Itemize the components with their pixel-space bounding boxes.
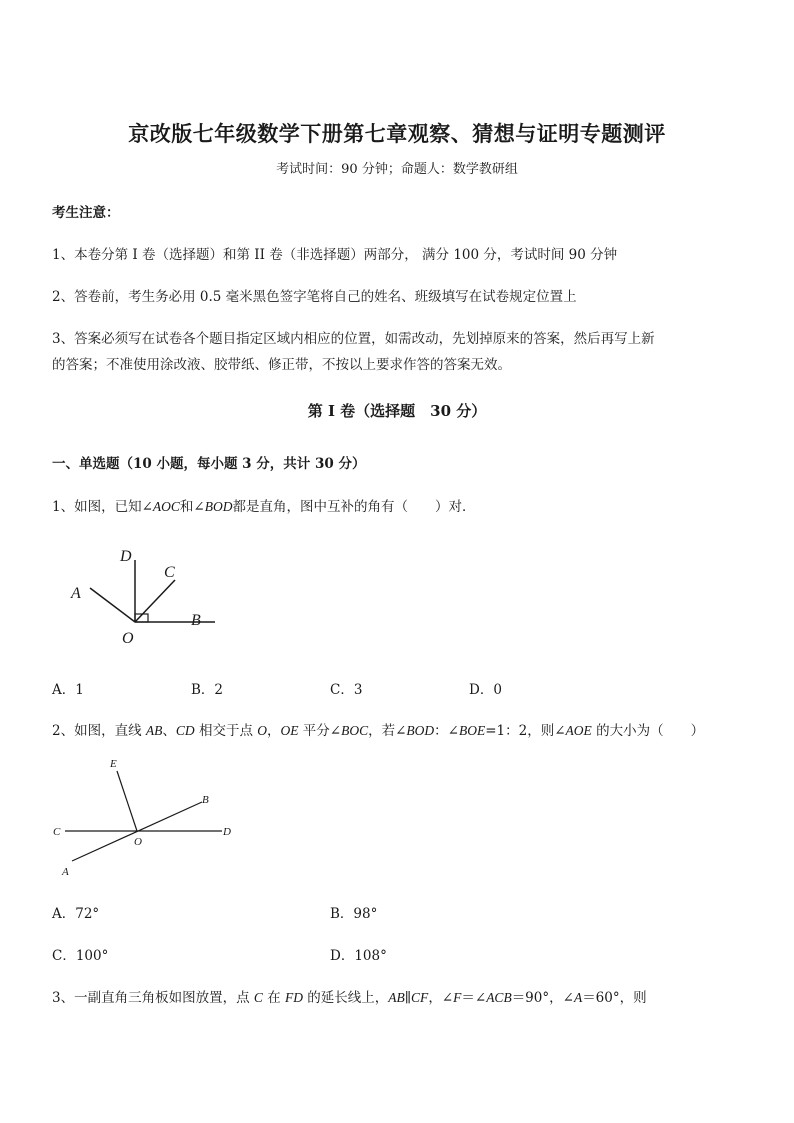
label-c: C bbox=[53, 826, 61, 838]
label-e: E bbox=[110, 758, 117, 770]
q2-option-a[interactable]: A．72° bbox=[52, 906, 100, 922]
ray-oc bbox=[135, 580, 175, 622]
section-title: 第 I 卷（选择题 30 分） bbox=[307, 402, 487, 420]
q2-option-b[interactable]: B．98° bbox=[330, 906, 378, 922]
label-o: O bbox=[122, 630, 134, 647]
question-2-figure bbox=[50, 755, 240, 880]
exam-title: 京改版七年级数学下册第七章观察、猜想与证明专题测评 bbox=[128, 121, 666, 146]
exam-subtitle: 考试时间：90 分钟；命题人：数学教研组 bbox=[276, 162, 518, 177]
label-d: D bbox=[120, 548, 132, 565]
label-a: A bbox=[62, 866, 69, 878]
q2-option-c[interactable]: C．100° bbox=[52, 948, 109, 964]
q1-option-c[interactable]: C．3 bbox=[330, 682, 363, 698]
label-a: A bbox=[71, 585, 81, 602]
question-1-text: 1、如图，已知∠AOC和∠BOD都是直角，图中互补的角有（ ）对． bbox=[52, 499, 476, 515]
q1-option-a[interactable]: A．1 bbox=[52, 682, 84, 698]
label-b: B bbox=[191, 612, 201, 629]
notice-item-1: 1、本卷分第 I 卷（选择题）和第 II 卷（非选择题）两部分， 满分 100 分，考试时间 90 分钟 bbox=[52, 247, 618, 263]
label-b: B bbox=[202, 794, 209, 806]
label-c: C bbox=[164, 564, 175, 581]
q1-option-d[interactable]: D．0 bbox=[469, 682, 502, 698]
question-2-text: 2、如图，直线 AB、CD 相交于点 O，OE 平分∠BOC，若∠BOD：∠BOE=1：2，则∠AOE 的大小为（ ） bbox=[52, 723, 705, 739]
ray-oa bbox=[90, 588, 135, 622]
q1-option-b[interactable]: B．2 bbox=[191, 682, 224, 698]
q2-option-d[interactable]: D．108° bbox=[330, 948, 387, 964]
notice-heading: 考生注意： bbox=[52, 205, 120, 221]
question-3-text: 3、一副直角三角板如图放置，点 C 在 FD 的延长线上，AB∥CF，∠F＝∠ACB＝90°，∠A＝60°，则 bbox=[52, 990, 647, 1006]
label-d: D bbox=[223, 826, 231, 838]
part-title: 一、单选题（10 小题，每小题 3 分，共计 30 分） bbox=[52, 456, 366, 472]
notice-item-3-line-2: 的答案；不准使用涂改液、胶带纸、修正带，不按以上要求作答的答案无效。 bbox=[52, 357, 511, 373]
ray-oe bbox=[117, 771, 137, 831]
question-1-figure bbox=[60, 540, 230, 650]
notice-item-2: 2、答卷前，考生务必用 0.5 毫米黑色签字笔将自己的姓名、班级填写在试卷规定位置上 bbox=[52, 289, 577, 305]
label-o: O bbox=[134, 836, 142, 848]
notice-item-3-line-1: 3、答案必须写在试卷各个题目指定区域内相应的位置，如需改动，先划掉原来的答案，然后再写上新 bbox=[52, 331, 655, 347]
